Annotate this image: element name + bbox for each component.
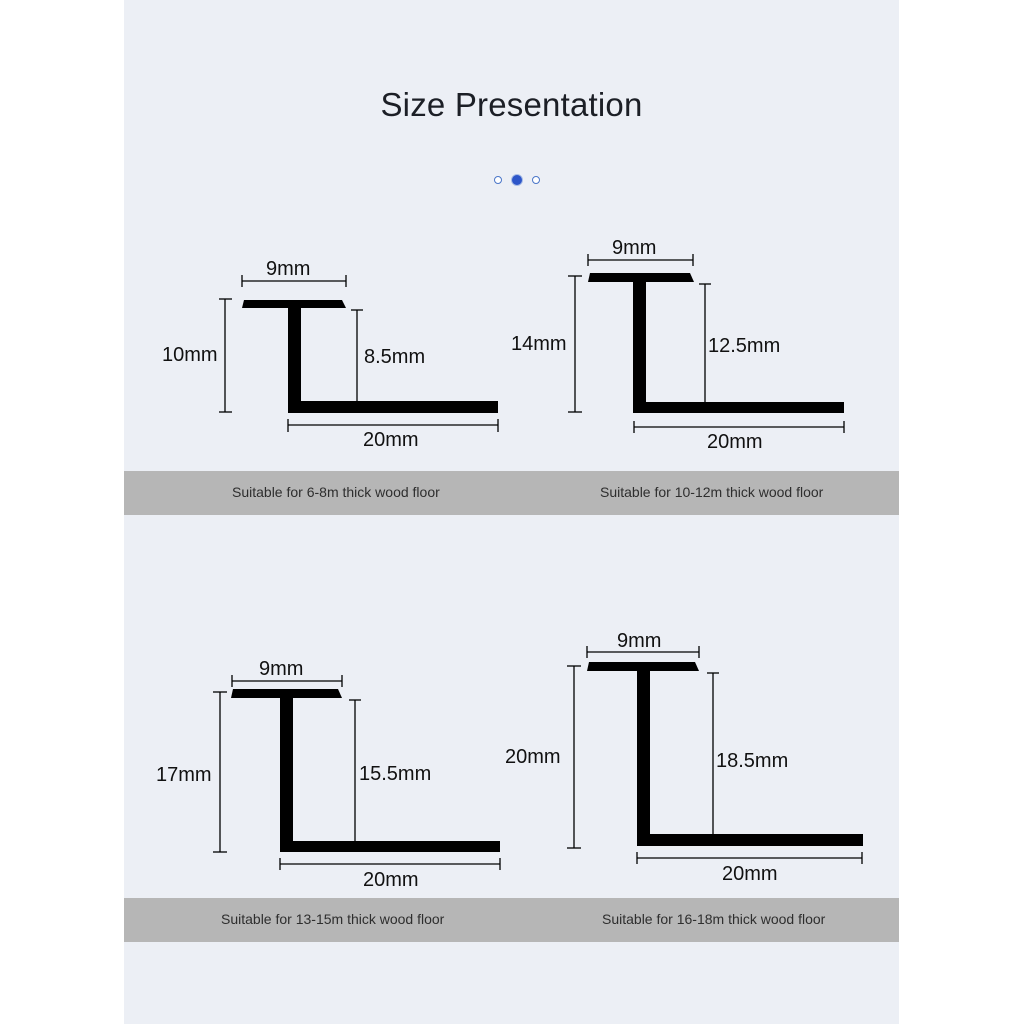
profile-3-length-label: 20mm <box>363 869 419 891</box>
profile-3-base <box>280 841 500 852</box>
profile-1-height-label: 10mm <box>162 344 218 366</box>
profile-3-height-label: 17mm <box>156 764 212 786</box>
profile-3 <box>156 658 500 891</box>
profile-3-height-dimension <box>213 692 227 852</box>
profile-2-height-dimension <box>568 276 582 412</box>
profile-1-height-dimension <box>219 299 232 412</box>
profile-3-caption: Suitable for 13-15m thick wood floor <box>221 911 445 927</box>
profile-4-height-label: 20mm <box>505 746 561 768</box>
profile-3-width-label: 9mm <box>259 658 304 680</box>
page-title: Size Presentation <box>380 86 643 123</box>
profile-4-length-label: 20mm <box>722 863 778 885</box>
profile-1-width-label: 9mm <box>266 258 311 280</box>
profile-2-width-label: 9mm <box>612 237 657 259</box>
profile-3-stem <box>280 696 293 852</box>
profile-4-caption: Suitable for 16-18m thick wood floor <box>602 911 826 927</box>
profile-2 <box>511 237 844 453</box>
profile-4-height-dimension <box>567 666 581 848</box>
profile-diagrams <box>124 0 899 1024</box>
profile-2-height-label: 14mm <box>511 333 567 355</box>
profile-2-caption: Suitable for 10-12m thick wood floor <box>600 484 824 500</box>
profile-1-length-label: 20mm <box>363 429 419 451</box>
profile-4-stem <box>637 669 650 846</box>
profile-2-length-label: 20mm <box>707 431 763 453</box>
profile-1-inner-dimension <box>351 310 363 401</box>
profile-3-inner-label: 15.5mm <box>359 763 432 785</box>
profile-1-caption: Suitable for 6-8m thick wood floor <box>232 484 440 500</box>
profile-1 <box>162 258 498 451</box>
profile-2-stem <box>633 280 646 413</box>
profile-2-inner-label: 12.5mm <box>708 335 781 357</box>
product-panel <box>124 0 899 1024</box>
profile-1-inner-label: 8.5mm <box>364 346 426 368</box>
profile-4-width-label: 9mm <box>617 630 662 652</box>
profile-4-base <box>637 834 863 846</box>
profile-4-inner-label: 18.5mm <box>716 750 789 772</box>
profile-1-base <box>288 401 498 413</box>
profile-1-stem <box>288 306 301 413</box>
profile-2-base <box>633 402 844 413</box>
profile-4 <box>505 630 863 885</box>
